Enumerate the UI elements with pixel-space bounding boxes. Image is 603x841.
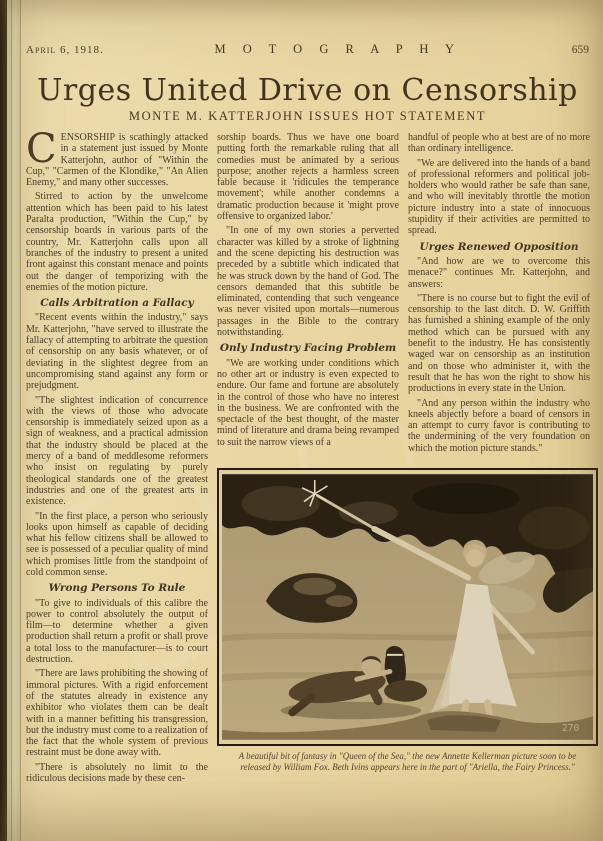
article-paragraph: sorship boards. Thus we have one board putting forth the remarkable ruling that all comedies must be animated by a serious purpose; another rejects a harmless screen fable because it 'ridicules the temperance movement'; while another condemns a dramatic production because it 'might prove offensive to organized labor.' <box>217 132 399 223</box>
section-subhead: Urges Renewed Opposition <box>419 240 579 253</box>
article-column-1 <box>26 126 208 787</box>
article-body <box>26 126 590 787</box>
article-column-3 <box>408 132 590 466</box>
photo-illustration <box>222 473 593 741</box>
article-subtitle: MONTE M. KATTERJOHN ISSUES HOT STATEMENT <box>128 109 487 123</box>
issue-date: April 6, 1918. <box>26 44 104 56</box>
article-paragraph: "In one of my own stories a perverted character was killed by a stroke of lightning and the scene depicting his destruction was preceded by a subtitle which indicated that he was struck down by the hand of God. The censors demanded that this subtitle be eliminated, contending that such vengeance was never visited upon mortals—numerous passages in the Bible to the contrary notwithstanding. <box>217 225 399 339</box>
article-paragraph: handful of people who at best are of no more than ordinary intelligence. <box>408 132 590 155</box>
article-paragraph: "There is no course but to fight the evil of censorship to the last ditch. D. W. Griffith has furnished a shining example of the only method which can be pursued with any benefit to the industry. He has consistently waged war on censorship as an institution and on those who administer it, with the result that he has won the right to show his productions in every state in the Union. <box>408 292 590 395</box>
scan-page-edge <box>7 0 21 841</box>
article-paragraph: "In the first place, a person who seriously looks upon himself as capable of deciding what his fellow citizens shall be allowed to see is possessed of a peculiar quality of mind which promises little from the standpoint of cold common sense. <box>26 510 208 578</box>
article-right-region <box>217 132 598 787</box>
article-paragraph: "Recent events within the industry," says Mr. Katterjohn, "have served to illustrate the fallacy of attempting to arbitrate the question of censorship on any basis whatever, or of deviating in the slightest degree from an uncompromising stand against any form or prejudgment. <box>26 312 208 392</box>
page-number: 659 <box>571 44 589 56</box>
article-paragraph: "We are working under conditions which no other art or industry is even expected to endure. Our fame and fortune are absolutely in the control of those who have no interest in the business. We are confronted with the spectacle of the best thought, of the master mind of literature and drama being revamped to suit the narrow views of a <box>217 357 399 448</box>
section-subhead: Only Industry Facing Problem <box>219 342 397 355</box>
scan-gutter-edge <box>0 0 7 841</box>
photo-caption: A beautiful bit of fantasy in "Queen of the Sea," the new Annette Kellerman picture soon to be released by William Fox. Beth Ivins appears here in the part of "Ariella, the Fairy Princess." <box>238 751 577 772</box>
section-subhead: Wrong Persons To Rule <box>48 582 186 595</box>
article-paragraph: "The slightest indication of concurrence with the views of those who advocate censorship is immediately seized upon as a sign of weakness, and a practical admission that the industry should be placed at the mercy of a band of meddlesome reformers who insist on regulating by purely theological standards one of the greatest industries and one of the greatest arts in existence. <box>26 394 208 508</box>
article-paragraph: "To give to individuals of this calibre the power to control absolutely the output of film—to determine whether a given production shall return a profit or shall prove a total loss to the manufacturer—is to court destruction. <box>26 597 208 666</box>
article-paragraph: "There are laws prohibiting the showing of immoral pictures. With a rigid enforcement of the statutes already in existence any exhibitor who violates them can be dealt with in a manner befitting his transgression, but the industry must come to a realization of the fact that the whole system of previous restraint must be done away with. <box>26 668 208 759</box>
article-paragraph: Stirred to action by the unwelcome attention which has been paid to his latest Paralta production, "Within the Cup," by censorship boards in various parts of the country, Mr. Katterjohn calls upon all branches of the industry to present a united front against this constant menace and points out the danger of temporizing with the enemies of the motion picture. <box>26 191 208 293</box>
photo-frame <box>217 468 598 746</box>
article-headline: Urges United Drive on Censorship <box>37 73 578 108</box>
article-paragraph: "There is absolutely no limit to the ridiculous decisions made by these cen- <box>26 761 208 785</box>
article-paragraph: "We are delivered into the hands of a band of professional reformers and political job-holders who would rather be safe than sane, and who will inevitably throttle the motion picture industry into a state of innocuous stupidity if their activities are permitted to spread. <box>408 157 590 237</box>
photo-overlay-number: 270 <box>561 722 580 734</box>
section-subhead: Calls Arbitration a Fallacy <box>40 297 194 310</box>
article-column-2 <box>217 132 399 466</box>
page-header <box>26 42 589 57</box>
masthead-title: M O T O G R A P H Y <box>214 42 462 56</box>
drop-cap: C <box>26 126 57 172</box>
article-paragraph: CENSORSHIP is scathingly attacked in a statement just issued by Monte Katterjohn, author of "Within the Cup," "Carmen of the Klondike," "An Alien Enemy," and many other successes. <box>26 126 208 189</box>
article-paragraph: "And any person within the industry who kneels abjectly before a board of censors in an attempt to curry favor is contributing to the undermining of the very foundation on which the motion picture stands." <box>408 397 590 454</box>
photo-block <box>217 468 598 772</box>
article-paragraph: "And how are we to overcome this menace?" continues Mr. Katterjohn, and answers: <box>408 255 590 290</box>
